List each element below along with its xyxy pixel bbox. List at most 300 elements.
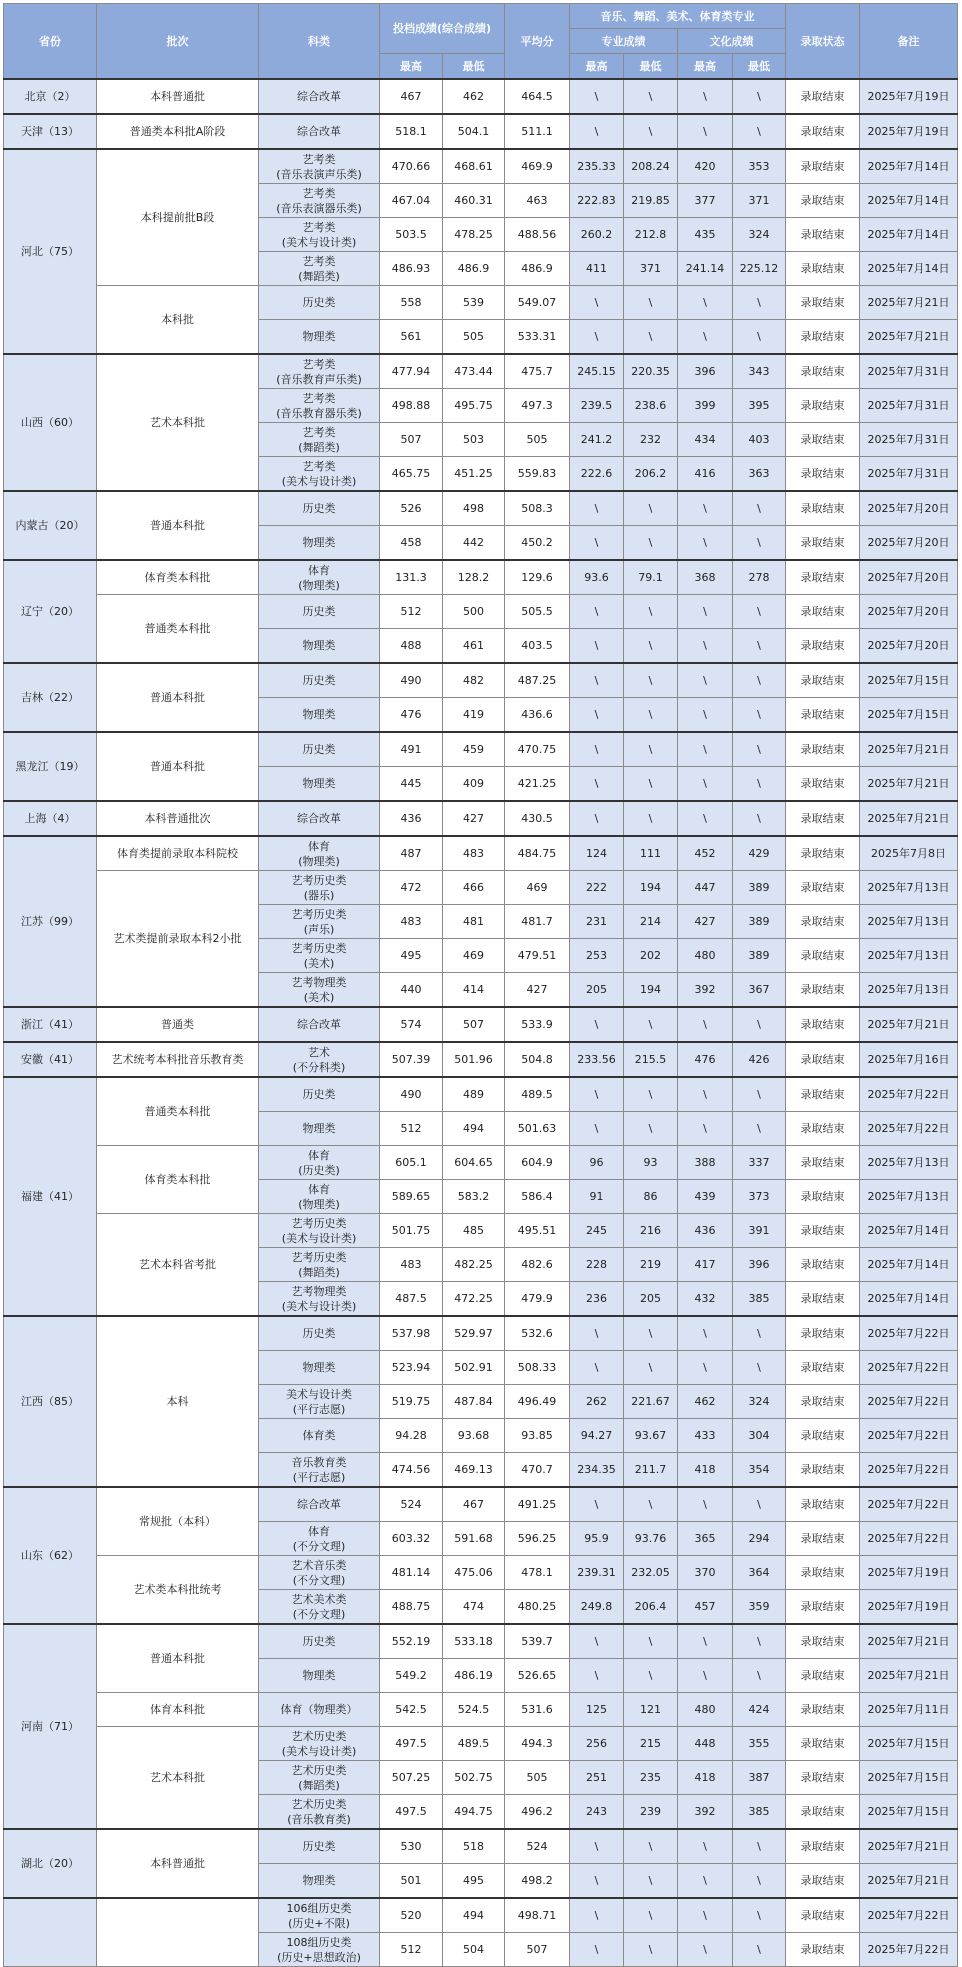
wenhua-low-cell: 364 bbox=[733, 1556, 786, 1590]
zhuanye-low-cell: \ bbox=[624, 767, 678, 802]
zhuanye-high-cell: \ bbox=[570, 1624, 624, 1659]
zhuanye-high-cell: 253 bbox=[570, 939, 624, 973]
status-cell: 录取结束 bbox=[786, 698, 860, 733]
zhuanye-high-cell: 233.56 bbox=[570, 1042, 624, 1077]
province-cell: 天津（13） bbox=[4, 114, 97, 149]
zhuanye-high-cell: \ bbox=[570, 698, 624, 733]
note-cell: 2025年7月22日 bbox=[860, 1898, 958, 1933]
toudang-low-cell: 489.5 bbox=[443, 1727, 505, 1761]
wenhua-high-cell: \ bbox=[678, 1624, 733, 1659]
zhuanye-high-cell: \ bbox=[570, 491, 624, 526]
subject-cell bbox=[259, 698, 380, 733]
wenhua-high-cell: 432 bbox=[678, 1282, 733, 1317]
subject-cell bbox=[259, 491, 380, 526]
zhuanye-high-cell: 241.2 bbox=[570, 423, 624, 457]
subject-cell bbox=[259, 286, 380, 320]
note-cell: 2025年7月20日 bbox=[860, 560, 958, 595]
zhuanye-low-cell: 111 bbox=[624, 836, 678, 871]
province-cell: 上海（4） bbox=[4, 801, 97, 836]
wenhua-low-cell: \ bbox=[733, 1898, 786, 1933]
note-cell: 2025年7月13日 bbox=[860, 939, 958, 973]
note-cell: 2025年7月21日 bbox=[860, 801, 958, 836]
toudang-low-cell: 409 bbox=[443, 767, 505, 802]
zhuanye-low-cell: 219.85 bbox=[624, 184, 678, 218]
avg-cell: 469 bbox=[505, 871, 570, 905]
note-cell: 2025年7月19日 bbox=[860, 114, 958, 149]
zhuanye-low-cell: \ bbox=[624, 286, 678, 320]
avg-cell: 586.4 bbox=[505, 1180, 570, 1214]
status-cell: 录取结束 bbox=[786, 1042, 860, 1077]
status-cell: 录取结束 bbox=[786, 1419, 860, 1453]
wenhua-high-cell: \ bbox=[678, 1829, 733, 1864]
wenhua-low-cell: \ bbox=[733, 1659, 786, 1693]
status-cell: 录取结束 bbox=[786, 1795, 860, 1830]
table-row bbox=[4, 149, 958, 184]
subject-line: (历史+思想政治) bbox=[277, 1950, 361, 1964]
status-cell: 录取结束 bbox=[786, 526, 860, 561]
subject-line: (物理类) bbox=[298, 578, 340, 592]
subject-cell bbox=[259, 595, 380, 629]
wenhua-high-cell: 448 bbox=[678, 1727, 733, 1761]
toudang-low-cell: 482 bbox=[443, 663, 505, 698]
zhuanye-high-cell: \ bbox=[570, 1898, 624, 1933]
batch-cell: 普通本科批 bbox=[97, 1624, 259, 1693]
wenhua-high-cell: \ bbox=[678, 320, 733, 355]
zhuanye-low-cell: \ bbox=[624, 801, 678, 836]
avg-cell: 533.9 bbox=[505, 1007, 570, 1042]
status-cell: 录取结束 bbox=[786, 184, 860, 218]
table-row bbox=[4, 1077, 958, 1112]
table-row bbox=[4, 595, 958, 629]
subject-cell bbox=[259, 1282, 380, 1317]
toudang-high-cell: 476 bbox=[380, 698, 443, 733]
subject-line: 艺术 bbox=[308, 1045, 330, 1059]
status-cell: 录取结束 bbox=[786, 423, 860, 457]
zhuanye-high-cell: 94.27 bbox=[570, 1419, 624, 1453]
status-cell: 录取结束 bbox=[786, 973, 860, 1008]
wenhua-low-cell: 359 bbox=[733, 1590, 786, 1625]
subject-line: (物理类) bbox=[298, 1197, 340, 1211]
zhuanye-low-cell: 239 bbox=[624, 1795, 678, 1830]
toudang-high-cell: 467 bbox=[380, 79, 443, 114]
subject-cell bbox=[259, 1487, 380, 1522]
subject-line: (平行志愿) bbox=[292, 1402, 346, 1416]
zhuanye-high-cell: 249.8 bbox=[570, 1590, 624, 1625]
wenhua-high-cell: \ bbox=[678, 1864, 733, 1899]
note-cell: 2025年7月20日 bbox=[860, 595, 958, 629]
subject-cell bbox=[259, 836, 380, 871]
toudang-low-cell: 504.1 bbox=[443, 114, 505, 149]
subject-line: (音乐表演器乐类) bbox=[276, 201, 362, 215]
avg-cell: 508.33 bbox=[505, 1351, 570, 1385]
subject-line: (美术与设计类) bbox=[281, 1299, 357, 1313]
subject-line: 物理类 bbox=[302, 1122, 336, 1135]
subject-line: 历史类 bbox=[302, 1088, 336, 1101]
wenhua-low-cell: 389 bbox=[733, 905, 786, 939]
note-cell: 2025年7月21日 bbox=[860, 1624, 958, 1659]
subject-line: 物理类 bbox=[302, 777, 336, 790]
zhuanye-low-cell: \ bbox=[624, 732, 678, 767]
toudang-high-cell: 512 bbox=[380, 1933, 443, 1967]
zhuanye-high-cell: 239.31 bbox=[570, 1556, 624, 1590]
toudang-high-cell: 467.04 bbox=[380, 184, 443, 218]
note-cell: 2025年7月22日 bbox=[860, 1351, 958, 1385]
wenhua-low-cell: 391 bbox=[733, 1214, 786, 1248]
batch-cell: 普通类本科批A阶段 bbox=[97, 114, 259, 149]
avg-cell: 505 bbox=[505, 1761, 570, 1795]
subject-line: 艺术历史类 bbox=[291, 1729, 347, 1743]
subject-cell bbox=[259, 1933, 380, 1967]
toudang-high-cell: 472 bbox=[380, 871, 443, 905]
wenhua-low-cell: 304 bbox=[733, 1419, 786, 1453]
zhuanye-low-cell: \ bbox=[624, 1351, 678, 1385]
status-cell: 录取结束 bbox=[786, 1077, 860, 1112]
toudang-low-cell: 504 bbox=[443, 1933, 505, 1967]
wenhua-low-cell: 324 bbox=[733, 218, 786, 252]
subject-line: 物理类 bbox=[302, 639, 336, 652]
note-cell: 2025年7月22日 bbox=[860, 1077, 958, 1112]
wenhua-high-cell: \ bbox=[678, 114, 733, 149]
zhuanye-low-cell: \ bbox=[624, 1487, 678, 1522]
table-row bbox=[4, 1487, 958, 1522]
table-row bbox=[4, 1214, 958, 1248]
note-cell: 2025年7月14日 bbox=[860, 1282, 958, 1317]
wenhua-high-cell: 462 bbox=[678, 1385, 733, 1419]
zhuanye-low-cell: 208.24 bbox=[624, 149, 678, 184]
subject-line: 106组历史类 bbox=[286, 1901, 352, 1915]
status-cell: 录取结束 bbox=[786, 1727, 860, 1761]
zhuanye-high-cell: 228 bbox=[570, 1248, 624, 1282]
note-cell: 2025年7月22日 bbox=[860, 1487, 958, 1522]
note-cell: 2025年7月14日 bbox=[860, 218, 958, 252]
zhuanye-high-cell: \ bbox=[570, 629, 624, 664]
wenhua-high-cell: 399 bbox=[678, 389, 733, 423]
subject-cell bbox=[259, 1214, 380, 1248]
avg-cell: 475.7 bbox=[505, 354, 570, 389]
wenhua-low-cell: \ bbox=[733, 1487, 786, 1522]
wenhua-high-cell: \ bbox=[678, 629, 733, 664]
header-wenhua-high: 最高 bbox=[678, 54, 733, 80]
subject-line: 历史类 bbox=[302, 674, 336, 687]
zhuanye-high-cell: \ bbox=[570, 732, 624, 767]
status-cell: 录取结束 bbox=[786, 1556, 860, 1590]
subject-cell bbox=[259, 1316, 380, 1351]
subject-line: 体育 bbox=[308, 839, 330, 853]
zhuanye-high-cell: \ bbox=[570, 663, 624, 698]
subject-cell bbox=[259, 1624, 380, 1659]
table-row bbox=[4, 732, 958, 767]
header-subject: 科类 bbox=[259, 4, 380, 80]
subject-line: (美术与设计类) bbox=[281, 1744, 357, 1758]
toudang-low-cell: 482.25 bbox=[443, 1248, 505, 1282]
zhuanye-low-cell: 86 bbox=[624, 1180, 678, 1214]
toudang-low-cell: 459 bbox=[443, 732, 505, 767]
toudang-low-cell: 489 bbox=[443, 1077, 505, 1112]
toudang-low-cell: 472.25 bbox=[443, 1282, 505, 1317]
note-cell: 2025年7月31日 bbox=[860, 354, 958, 389]
status-cell: 录取结束 bbox=[786, 1214, 860, 1248]
header-zhuanye-high: 最高 bbox=[570, 54, 624, 80]
avg-cell: 526.65 bbox=[505, 1659, 570, 1693]
status-cell: 录取结束 bbox=[786, 1522, 860, 1556]
avg-cell: 484.75 bbox=[505, 836, 570, 871]
note-cell: 2025年7月22日 bbox=[860, 1112, 958, 1146]
zhuanye-low-cell: 232 bbox=[624, 423, 678, 457]
subject-line: 历史类 bbox=[302, 1327, 336, 1340]
toudang-high-cell: 477.94 bbox=[380, 354, 443, 389]
avg-cell: 524 bbox=[505, 1829, 570, 1864]
note-cell: 2025年7月22日 bbox=[860, 1933, 958, 1967]
avg-cell: 487.25 bbox=[505, 663, 570, 698]
toudang-low-cell: 485 bbox=[443, 1214, 505, 1248]
avg-cell: 549.07 bbox=[505, 286, 570, 320]
zhuanye-low-cell: \ bbox=[624, 526, 678, 561]
province-cell: 山东（62） bbox=[4, 1487, 97, 1624]
wenhua-high-cell: 480 bbox=[678, 939, 733, 973]
wenhua-high-cell: 416 bbox=[678, 457, 733, 492]
zhuanye-low-cell: \ bbox=[624, 595, 678, 629]
wenhua-high-cell: 457 bbox=[678, 1590, 733, 1625]
subject-cell bbox=[259, 1693, 380, 1727]
toudang-high-cell: 561 bbox=[380, 320, 443, 355]
table-row bbox=[4, 1727, 958, 1761]
subject-line: (器乐) bbox=[303, 888, 335, 902]
zhuanye-low-cell: 79.1 bbox=[624, 560, 678, 595]
zhuanye-low-cell: 211.7 bbox=[624, 1453, 678, 1488]
subject-line: (美术与设计类) bbox=[281, 474, 357, 488]
wenhua-low-cell: \ bbox=[733, 1829, 786, 1864]
note-cell: 2025年7月14日 bbox=[860, 149, 958, 184]
subject-line: (美术) bbox=[303, 990, 335, 1004]
note-cell: 2025年7月19日 bbox=[860, 79, 958, 114]
wenhua-high-cell: \ bbox=[678, 1659, 733, 1693]
subject-line: (不分文理) bbox=[292, 1539, 346, 1553]
avg-cell: 469.9 bbox=[505, 149, 570, 184]
toudang-low-cell: 419 bbox=[443, 698, 505, 733]
wenhua-low-cell: \ bbox=[733, 801, 786, 836]
table-row bbox=[4, 1829, 958, 1864]
toudang-high-cell: 507 bbox=[380, 423, 443, 457]
zhuanye-low-cell: \ bbox=[624, 1659, 678, 1693]
wenhua-high-cell: 396 bbox=[678, 354, 733, 389]
avg-cell: 533.31 bbox=[505, 320, 570, 355]
zhuanye-low-cell: 205 bbox=[624, 1282, 678, 1317]
province-cell: 内蒙古（20） bbox=[4, 491, 97, 560]
subject-line: (不分文理) bbox=[292, 1573, 346, 1587]
zhuanye-high-cell: 236 bbox=[570, 1282, 624, 1317]
zhuanye-low-cell: \ bbox=[624, 1624, 678, 1659]
subject-line: 体育 bbox=[308, 563, 330, 577]
subject-cell bbox=[259, 218, 380, 252]
table-header bbox=[4, 4, 958, 80]
wenhua-low-cell: 371 bbox=[733, 184, 786, 218]
toudang-low-cell: 451.25 bbox=[443, 457, 505, 492]
zhuanye-high-cell: \ bbox=[570, 286, 624, 320]
zhuanye-low-cell: 215 bbox=[624, 1727, 678, 1761]
table-row bbox=[4, 1624, 958, 1659]
zhuanye-high-cell: 243 bbox=[570, 1795, 624, 1830]
avg-cell: 129.6 bbox=[505, 560, 570, 595]
toudang-high-cell: 507.39 bbox=[380, 1042, 443, 1077]
toudang-low-cell: 469 bbox=[443, 939, 505, 973]
toudang-low-cell: 518 bbox=[443, 1829, 505, 1864]
zhuanye-high-cell: 262 bbox=[570, 1385, 624, 1419]
subject-line: 艺术美术类 bbox=[291, 1592, 347, 1606]
zhuanye-low-cell: \ bbox=[624, 320, 678, 355]
avg-cell: 539.7 bbox=[505, 1624, 570, 1659]
zhuanye-low-cell: \ bbox=[624, 491, 678, 526]
subject-cell bbox=[259, 1248, 380, 1282]
wenhua-high-cell: 433 bbox=[678, 1419, 733, 1453]
batch-cell: 体育类本科批 bbox=[97, 1146, 259, 1214]
toudang-low-cell: 460.31 bbox=[443, 184, 505, 218]
header-note: 备注 bbox=[860, 4, 958, 80]
note-cell: 2025年7月21日 bbox=[860, 732, 958, 767]
zhuanye-high-cell: \ bbox=[570, 1351, 624, 1385]
wenhua-high-cell: 434 bbox=[678, 423, 733, 457]
toudang-high-cell: 552.19 bbox=[380, 1624, 443, 1659]
wenhua-high-cell: 435 bbox=[678, 218, 733, 252]
zhuanye-low-cell: 194 bbox=[624, 871, 678, 905]
subject-line: 艺术音乐类 bbox=[291, 1558, 347, 1572]
toudang-high-cell: 549.2 bbox=[380, 1659, 443, 1693]
status-cell: 录取结束 bbox=[786, 1590, 860, 1625]
header-batch: 批次 bbox=[97, 4, 259, 80]
zhuanye-low-cell: 206.2 bbox=[624, 457, 678, 492]
zhuanye-high-cell: 96 bbox=[570, 1146, 624, 1180]
toudang-low-cell: 604.65 bbox=[443, 1146, 505, 1180]
zhuanye-high-cell: \ bbox=[570, 1487, 624, 1522]
subject-line: (舞蹈类) bbox=[298, 440, 340, 454]
subject-cell bbox=[259, 1007, 380, 1042]
avg-cell: 470.75 bbox=[505, 732, 570, 767]
subject-cell bbox=[259, 1077, 380, 1112]
toudang-low-cell: 481 bbox=[443, 905, 505, 939]
note-cell: 2025年7月31日 bbox=[860, 457, 958, 492]
toudang-low-cell: 469.13 bbox=[443, 1453, 505, 1488]
note-cell: 2025年7月14日 bbox=[860, 252, 958, 286]
avg-cell: 403.5 bbox=[505, 629, 570, 664]
table-row bbox=[4, 79, 958, 114]
note-cell: 2025年7月21日 bbox=[860, 1829, 958, 1864]
zhuanye-high-cell: 411 bbox=[570, 252, 624, 286]
zhuanye-high-cell: 231 bbox=[570, 905, 624, 939]
note-cell: 2025年7月15日 bbox=[860, 1727, 958, 1761]
note-cell: 2025年7月14日 bbox=[860, 1214, 958, 1248]
batch-cell: 体育类本科批 bbox=[97, 560, 259, 595]
zhuanye-low-cell: 235 bbox=[624, 1761, 678, 1795]
status-cell: 录取结束 bbox=[786, 1316, 860, 1351]
wenhua-low-cell: 324 bbox=[733, 1385, 786, 1419]
wenhua-high-cell: \ bbox=[678, 1933, 733, 1967]
status-cell: 录取结束 bbox=[786, 354, 860, 389]
note-cell: 2025年7月21日 bbox=[860, 1007, 958, 1042]
toudang-high-cell: 523.94 bbox=[380, 1351, 443, 1385]
header-zhuanye: 专业成绩 bbox=[570, 29, 678, 54]
wenhua-low-cell: 389 bbox=[733, 871, 786, 905]
toudang-low-cell: 498 bbox=[443, 491, 505, 526]
note-cell: 2025年7月16日 bbox=[860, 1042, 958, 1077]
zhuanye-low-cell: 216 bbox=[624, 1214, 678, 1248]
avg-cell: 481.7 bbox=[505, 905, 570, 939]
zhuanye-high-cell: \ bbox=[570, 1864, 624, 1899]
subject-cell bbox=[259, 1042, 380, 1077]
toudang-high-cell: 458 bbox=[380, 526, 443, 561]
header-zhuanye-low: 最低 bbox=[624, 54, 678, 80]
table-row bbox=[4, 491, 958, 526]
wenhua-high-cell: \ bbox=[678, 491, 733, 526]
subject-line: 艺考物理类 bbox=[291, 975, 347, 989]
wenhua-low-cell: 403 bbox=[733, 423, 786, 457]
zhuanye-high-cell: \ bbox=[570, 1077, 624, 1112]
toudang-low-cell: 505 bbox=[443, 320, 505, 355]
avg-cell: 421.25 bbox=[505, 767, 570, 802]
wenhua-low-cell: 426 bbox=[733, 1042, 786, 1077]
toudang-high-cell: 589.65 bbox=[380, 1180, 443, 1214]
zhuanye-high-cell: 95.9 bbox=[570, 1522, 624, 1556]
wenhua-high-cell: 417 bbox=[678, 1248, 733, 1282]
subject-line: (舞蹈类) bbox=[298, 269, 340, 283]
zhuanye-low-cell: \ bbox=[624, 698, 678, 733]
subject-line: 物理类 bbox=[302, 1874, 336, 1887]
avg-cell: 486.9 bbox=[505, 252, 570, 286]
subject-line: (历史+不限) bbox=[288, 1916, 350, 1930]
note-cell: 2025年7月22日 bbox=[860, 1385, 958, 1419]
toudang-low-cell: 427 bbox=[443, 801, 505, 836]
subject-line: (音乐教育类) bbox=[287, 1812, 351, 1826]
header-toudang-high: 最高 bbox=[380, 54, 443, 80]
subject-cell bbox=[259, 1419, 380, 1453]
zhuanye-low-cell: 371 bbox=[624, 252, 678, 286]
wenhua-low-cell: \ bbox=[733, 320, 786, 355]
subject-line: 物理类 bbox=[302, 1669, 336, 1682]
subject-cell bbox=[259, 1146, 380, 1180]
zhuanye-high-cell: \ bbox=[570, 767, 624, 802]
table-row bbox=[4, 1898, 958, 1933]
wenhua-low-cell: 294 bbox=[733, 1522, 786, 1556]
subject-line: 综合改革 bbox=[297, 1498, 341, 1511]
header-avg: 平均分 bbox=[505, 4, 570, 80]
avg-cell: 489.5 bbox=[505, 1077, 570, 1112]
status-cell: 录取结束 bbox=[786, 1761, 860, 1795]
subject-cell bbox=[259, 1522, 380, 1556]
toudang-low-cell: 473.44 bbox=[443, 354, 505, 389]
status-cell: 录取结束 bbox=[786, 663, 860, 698]
subject-line: 历史类 bbox=[302, 502, 336, 515]
wenhua-low-cell: \ bbox=[733, 767, 786, 802]
subject-cell bbox=[259, 114, 380, 149]
table-row bbox=[4, 560, 958, 595]
subject-cell bbox=[259, 1590, 380, 1625]
subject-line: 108组历史类 bbox=[286, 1935, 352, 1949]
toudang-high-cell: 440 bbox=[380, 973, 443, 1008]
avg-cell: 479.51 bbox=[505, 939, 570, 973]
province-cell: 江苏（99） bbox=[4, 836, 97, 1007]
table-row bbox=[4, 1146, 958, 1180]
avg-cell: 507 bbox=[505, 1933, 570, 1967]
subject-line: 历史类 bbox=[302, 296, 336, 309]
subject-cell bbox=[259, 871, 380, 905]
avg-cell: 559.83 bbox=[505, 457, 570, 492]
status-cell: 录取结束 bbox=[786, 252, 860, 286]
toudang-low-cell: 483 bbox=[443, 836, 505, 871]
zhuanye-high-cell: 234.35 bbox=[570, 1453, 624, 1488]
table-row bbox=[4, 1042, 958, 1077]
subject-line: (物理类) bbox=[298, 854, 340, 868]
header-wenhua-low: 最低 bbox=[733, 54, 786, 80]
toudang-low-cell: 93.68 bbox=[443, 1419, 505, 1453]
note-cell: 2025年7月11日 bbox=[860, 1693, 958, 1727]
